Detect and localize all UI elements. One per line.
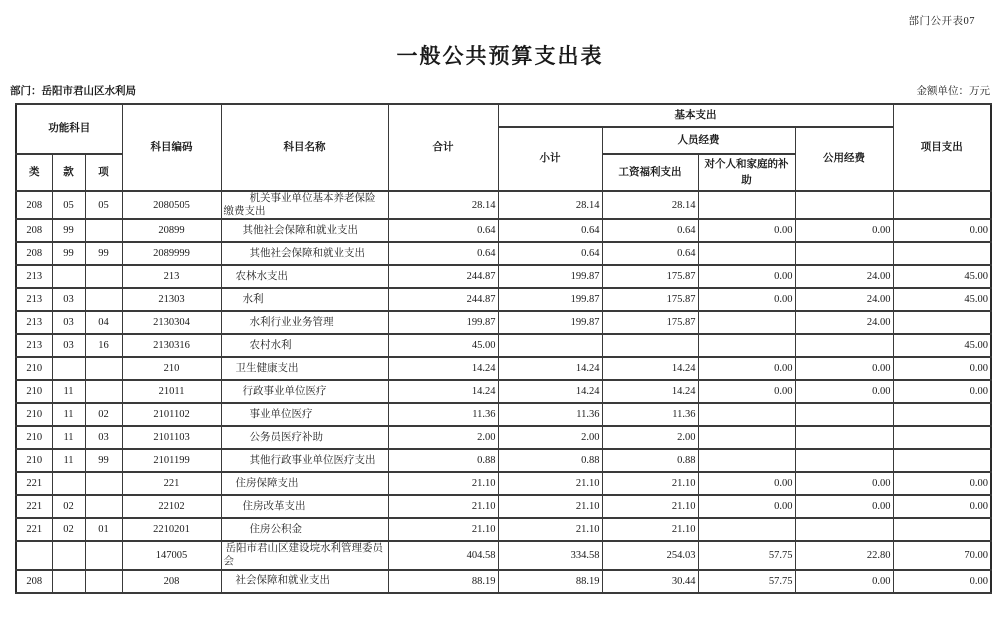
header-subtotal: 小计 bbox=[498, 127, 602, 191]
cell-public-funds bbox=[795, 191, 893, 219]
cell-subject-name: 农村水利 bbox=[221, 334, 388, 357]
table-row bbox=[16, 242, 991, 265]
cell-class: 213 bbox=[16, 334, 52, 357]
table-row bbox=[16, 219, 991, 242]
cell-subtotal: 199.87 bbox=[498, 288, 602, 311]
cell-class: 208 bbox=[16, 219, 52, 242]
cell-public-funds: 24.00 bbox=[795, 288, 893, 311]
cell-project: 0.00 bbox=[893, 380, 991, 403]
cell-subject-code: 147005 bbox=[122, 541, 221, 569]
cell-subject-code: 2130316 bbox=[122, 334, 221, 357]
cell-subject-code: 21011 bbox=[122, 380, 221, 403]
cell-public-funds: 0.00 bbox=[795, 495, 893, 518]
header-subject-name: 科目名称 bbox=[221, 104, 388, 191]
cell-total: 11.36 bbox=[388, 403, 498, 426]
cell-class: 213 bbox=[16, 311, 52, 334]
cell-wage-welfare: 254.03 bbox=[602, 541, 698, 569]
cell-subject-code: 2210201 bbox=[122, 518, 221, 541]
cell-project: 45.00 bbox=[893, 265, 991, 288]
cell-item: 99 bbox=[85, 449, 122, 472]
cell-section: 03 bbox=[52, 288, 85, 311]
table-row bbox=[16, 541, 991, 569]
cell-project bbox=[893, 191, 991, 219]
cell-total: 404.58 bbox=[388, 541, 498, 569]
header-wage-welfare: 工资福利支出 bbox=[602, 154, 698, 191]
cell-public-funds: 0.00 bbox=[795, 570, 893, 593]
cell-subsidy bbox=[698, 242, 795, 265]
header-basic-expenditure: 基本支出 bbox=[498, 104, 893, 127]
cell-total: 0.88 bbox=[388, 449, 498, 472]
cell-class: 213 bbox=[16, 288, 52, 311]
cell-subsidy bbox=[698, 449, 795, 472]
cell-section: 03 bbox=[52, 334, 85, 357]
table-row bbox=[16, 449, 991, 472]
cell-wage-welfare: 21.10 bbox=[602, 518, 698, 541]
cell-wage-welfare bbox=[602, 334, 698, 357]
cell-total: 199.87 bbox=[388, 311, 498, 334]
sheet-label: 部门公开表07 bbox=[908, 16, 975, 27]
header-public-funds: 公用经费 bbox=[795, 127, 893, 191]
cell-subject-name: 水利行业业务管理 bbox=[221, 311, 388, 334]
cell-subtotal: 0.64 bbox=[498, 219, 602, 242]
cell-subtotal: 21.10 bbox=[498, 518, 602, 541]
cell-class: 210 bbox=[16, 426, 52, 449]
cell-section bbox=[52, 472, 85, 495]
cell-subsidy bbox=[698, 518, 795, 541]
cell-public-funds bbox=[795, 426, 893, 449]
cell-subject-code: 210 bbox=[122, 357, 221, 380]
cell-subject-name: 公务员医疗补助 bbox=[221, 426, 388, 449]
cell-class: 210 bbox=[16, 380, 52, 403]
cell-project: 70.00 bbox=[893, 541, 991, 569]
cell-item: 99 bbox=[85, 242, 122, 265]
table-row bbox=[16, 380, 991, 403]
cell-public-funds bbox=[795, 449, 893, 472]
cell-subsidy: 0.00 bbox=[698, 472, 795, 495]
cell-total: 244.87 bbox=[388, 265, 498, 288]
cell-wage-welfare: 0.64 bbox=[602, 219, 698, 242]
table-row bbox=[16, 472, 991, 495]
header-total: 合计 bbox=[388, 104, 498, 191]
cell-class: 210 bbox=[16, 403, 52, 426]
cell-subsidy: 0.00 bbox=[698, 357, 795, 380]
cell-subsidy bbox=[698, 311, 795, 334]
department-label: 部门：岳阳市君山区水利局 bbox=[10, 86, 136, 97]
cell-subtotal: 21.10 bbox=[498, 495, 602, 518]
cell-public-funds: 24.00 bbox=[795, 265, 893, 288]
cell-subject-code: 22102 bbox=[122, 495, 221, 518]
cell-subject-code: 208 bbox=[122, 570, 221, 593]
cell-subject-name: 其他社会保障和就业支出 bbox=[221, 219, 388, 242]
cell-section: 99 bbox=[52, 219, 85, 242]
cell-project bbox=[893, 449, 991, 472]
cell-public-funds bbox=[795, 403, 893, 426]
cell-public-funds: 0.00 bbox=[795, 380, 893, 403]
cell-subject-code: 2080505 bbox=[122, 191, 221, 219]
cell-public-funds bbox=[795, 518, 893, 541]
cell-wage-welfare: 28.14 bbox=[602, 191, 698, 219]
cell-subsidy: 57.75 bbox=[698, 541, 795, 569]
cell-wage-welfare: 11.36 bbox=[602, 403, 698, 426]
table-row bbox=[16, 265, 991, 288]
cell-subsidy: 0.00 bbox=[698, 495, 795, 518]
table-body bbox=[16, 191, 991, 593]
cell-subject-name: 机关事业单位基本养老保险缴费支出 bbox=[221, 191, 388, 219]
header-functional-subject: 功能科目 bbox=[16, 104, 122, 154]
cell-total: 14.24 bbox=[388, 380, 498, 403]
cell-subtotal: 28.14 bbox=[498, 191, 602, 219]
cell-class: 210 bbox=[16, 449, 52, 472]
cell-total: 2.00 bbox=[388, 426, 498, 449]
cell-item: 02 bbox=[85, 403, 122, 426]
cell-item: 01 bbox=[85, 518, 122, 541]
cell-subject-name: 其他社会保障和就业支出 bbox=[221, 242, 388, 265]
cell-subject-name: 住房保障支出 bbox=[221, 472, 388, 495]
cell-subtotal: 334.58 bbox=[498, 541, 602, 569]
cell-subsidy: 0.00 bbox=[698, 380, 795, 403]
cell-subject-name: 行政事业单位医疗 bbox=[221, 380, 388, 403]
table-row bbox=[16, 518, 991, 541]
cell-project bbox=[893, 518, 991, 541]
cell-wage-welfare: 0.64 bbox=[602, 242, 698, 265]
cell-item: 04 bbox=[85, 311, 122, 334]
cell-subject-code: 20899 bbox=[122, 219, 221, 242]
cell-subtotal: 0.88 bbox=[498, 449, 602, 472]
cell-section bbox=[52, 541, 85, 569]
cell-item bbox=[85, 570, 122, 593]
cell-subject-name: 住房公积金 bbox=[221, 518, 388, 541]
cell-public-funds: 0.00 bbox=[795, 219, 893, 242]
cell-public-funds: 0.00 bbox=[795, 472, 893, 495]
cell-subtotal: 199.87 bbox=[498, 265, 602, 288]
cell-subject-name: 水利 bbox=[221, 288, 388, 311]
cell-total: 0.64 bbox=[388, 242, 498, 265]
cell-subtotal bbox=[498, 334, 602, 357]
table-row bbox=[16, 570, 991, 593]
header-item: 项 bbox=[85, 154, 122, 191]
table-row bbox=[16, 311, 991, 334]
cell-project: 0.00 bbox=[893, 570, 991, 593]
cell-project bbox=[893, 242, 991, 265]
page-title: 一般公共预算支出表 bbox=[396, 44, 604, 68]
header-section: 款 bbox=[52, 154, 85, 191]
cell-subtotal: 199.87 bbox=[498, 311, 602, 334]
cell-total: 21.10 bbox=[388, 518, 498, 541]
cell-item bbox=[85, 288, 122, 311]
cell-class: 210 bbox=[16, 357, 52, 380]
cell-project: 0.00 bbox=[893, 472, 991, 495]
cell-class: 221 bbox=[16, 495, 52, 518]
table-row bbox=[16, 426, 991, 449]
cell-total: 88.19 bbox=[388, 570, 498, 593]
cell-project: 45.00 bbox=[893, 288, 991, 311]
cell-wage-welfare: 21.10 bbox=[602, 472, 698, 495]
cell-subject-code: 2130304 bbox=[122, 311, 221, 334]
cell-class: 208 bbox=[16, 570, 52, 593]
cell-class bbox=[16, 541, 52, 569]
cell-subsidy bbox=[698, 426, 795, 449]
cell-subtotal: 88.19 bbox=[498, 570, 602, 593]
cell-item bbox=[85, 219, 122, 242]
meta-row bbox=[10, 83, 990, 98]
cell-item bbox=[85, 541, 122, 569]
header-individual-family-subsidy: 对个人和家庭的补助 bbox=[698, 154, 795, 191]
cell-class: 208 bbox=[16, 191, 52, 219]
cell-subject-name: 住房改革支出 bbox=[221, 495, 388, 518]
cell-class: 208 bbox=[16, 242, 52, 265]
cell-project bbox=[893, 311, 991, 334]
cell-public-funds bbox=[795, 242, 893, 265]
cell-section: 11 bbox=[52, 426, 85, 449]
cell-subsidy: 0.00 bbox=[698, 288, 795, 311]
cell-subject-name: 农林水支出 bbox=[221, 265, 388, 288]
cell-subtotal: 0.64 bbox=[498, 242, 602, 265]
cell-public-funds: 0.00 bbox=[795, 357, 893, 380]
cell-subsidy: 0.00 bbox=[698, 265, 795, 288]
cell-total: 244.87 bbox=[388, 288, 498, 311]
header-personnel-funds: 人员经费 bbox=[602, 127, 795, 154]
cell-public-funds bbox=[795, 334, 893, 357]
cell-subject-code: 2101103 bbox=[122, 426, 221, 449]
amount-unit-label: 金额单位：万元 bbox=[916, 86, 990, 97]
cell-section: 11 bbox=[52, 380, 85, 403]
cell-subject-name: 岳阳市君山区建设垸水利管理委员会 bbox=[221, 541, 388, 569]
cell-subtotal: 11.36 bbox=[498, 403, 602, 426]
cell-project: 45.00 bbox=[893, 334, 991, 357]
cell-section: 99 bbox=[52, 242, 85, 265]
cell-section: 03 bbox=[52, 311, 85, 334]
cell-section: 11 bbox=[52, 449, 85, 472]
cell-project bbox=[893, 426, 991, 449]
cell-subsidy: 0.00 bbox=[698, 219, 795, 242]
cell-item bbox=[85, 380, 122, 403]
cell-subject-name: 事业单位医疗 bbox=[221, 403, 388, 426]
cell-subsidy bbox=[698, 403, 795, 426]
cell-item bbox=[85, 495, 122, 518]
cell-subject-name: 其他行政事业单位医疗支出 bbox=[221, 449, 388, 472]
cell-subtotal: 2.00 bbox=[498, 426, 602, 449]
cell-section bbox=[52, 357, 85, 380]
cell-class: 221 bbox=[16, 472, 52, 495]
cell-class: 221 bbox=[16, 518, 52, 541]
cell-project bbox=[893, 403, 991, 426]
cell-subject-code: 2089999 bbox=[122, 242, 221, 265]
table-row bbox=[16, 334, 991, 357]
cell-subject-code: 21303 bbox=[122, 288, 221, 311]
cell-section: 05 bbox=[52, 191, 85, 219]
cell-wage-welfare: 14.24 bbox=[602, 380, 698, 403]
cell-total: 0.64 bbox=[388, 219, 498, 242]
cell-wage-welfare: 30.44 bbox=[602, 570, 698, 593]
cell-section: 02 bbox=[52, 518, 85, 541]
cell-subtotal: 21.10 bbox=[498, 472, 602, 495]
cell-total: 14.24 bbox=[388, 357, 498, 380]
cell-project: 0.00 bbox=[893, 357, 991, 380]
cell-subject-code: 213 bbox=[122, 265, 221, 288]
budget-table bbox=[15, 103, 992, 594]
cell-wage-welfare: 175.87 bbox=[602, 265, 698, 288]
cell-item: 03 bbox=[85, 426, 122, 449]
cell-item bbox=[85, 472, 122, 495]
table-header bbox=[16, 104, 991, 191]
cell-item bbox=[85, 265, 122, 288]
cell-total: 21.10 bbox=[388, 472, 498, 495]
cell-subject-code: 2101199 bbox=[122, 449, 221, 472]
cell-wage-welfare: 21.10 bbox=[602, 495, 698, 518]
cell-total: 21.10 bbox=[388, 495, 498, 518]
cell-subsidy bbox=[698, 334, 795, 357]
cell-class: 213 bbox=[16, 265, 52, 288]
cell-project: 0.00 bbox=[893, 219, 991, 242]
header-project-expenditure: 项目支出 bbox=[893, 104, 991, 191]
cell-subtotal: 14.24 bbox=[498, 380, 602, 403]
cell-subtotal: 14.24 bbox=[498, 357, 602, 380]
table-row bbox=[16, 403, 991, 426]
table-row bbox=[16, 357, 991, 380]
cell-item bbox=[85, 357, 122, 380]
table-row bbox=[16, 495, 991, 518]
cell-wage-welfare: 175.87 bbox=[602, 288, 698, 311]
table-row bbox=[16, 191, 991, 219]
cell-total: 45.00 bbox=[388, 334, 498, 357]
cell-subject-name: 社会保障和就业支出 bbox=[221, 570, 388, 593]
cell-subject-code: 2101102 bbox=[122, 403, 221, 426]
cell-section: 02 bbox=[52, 495, 85, 518]
cell-wage-welfare: 2.00 bbox=[602, 426, 698, 449]
header-class: 类 bbox=[16, 154, 52, 191]
cell-item: 16 bbox=[85, 334, 122, 357]
cell-item: 05 bbox=[85, 191, 122, 219]
header-subject-code: 科目编码 bbox=[122, 104, 221, 191]
cell-subject-name: 卫生健康支出 bbox=[221, 357, 388, 380]
cell-section bbox=[52, 570, 85, 593]
cell-wage-welfare: 0.88 bbox=[602, 449, 698, 472]
cell-wage-welfare: 175.87 bbox=[602, 311, 698, 334]
cell-section: 11 bbox=[52, 403, 85, 426]
table-row bbox=[16, 288, 991, 311]
cell-wage-welfare: 14.24 bbox=[602, 357, 698, 380]
cell-subsidy: 57.75 bbox=[698, 570, 795, 593]
cell-public-funds: 24.00 bbox=[795, 311, 893, 334]
cell-project: 0.00 bbox=[893, 495, 991, 518]
cell-total: 28.14 bbox=[388, 191, 498, 219]
cell-subject-code: 221 bbox=[122, 472, 221, 495]
cell-public-funds: 22.80 bbox=[795, 541, 893, 569]
cell-subsidy bbox=[698, 191, 795, 219]
cell-section bbox=[52, 265, 85, 288]
